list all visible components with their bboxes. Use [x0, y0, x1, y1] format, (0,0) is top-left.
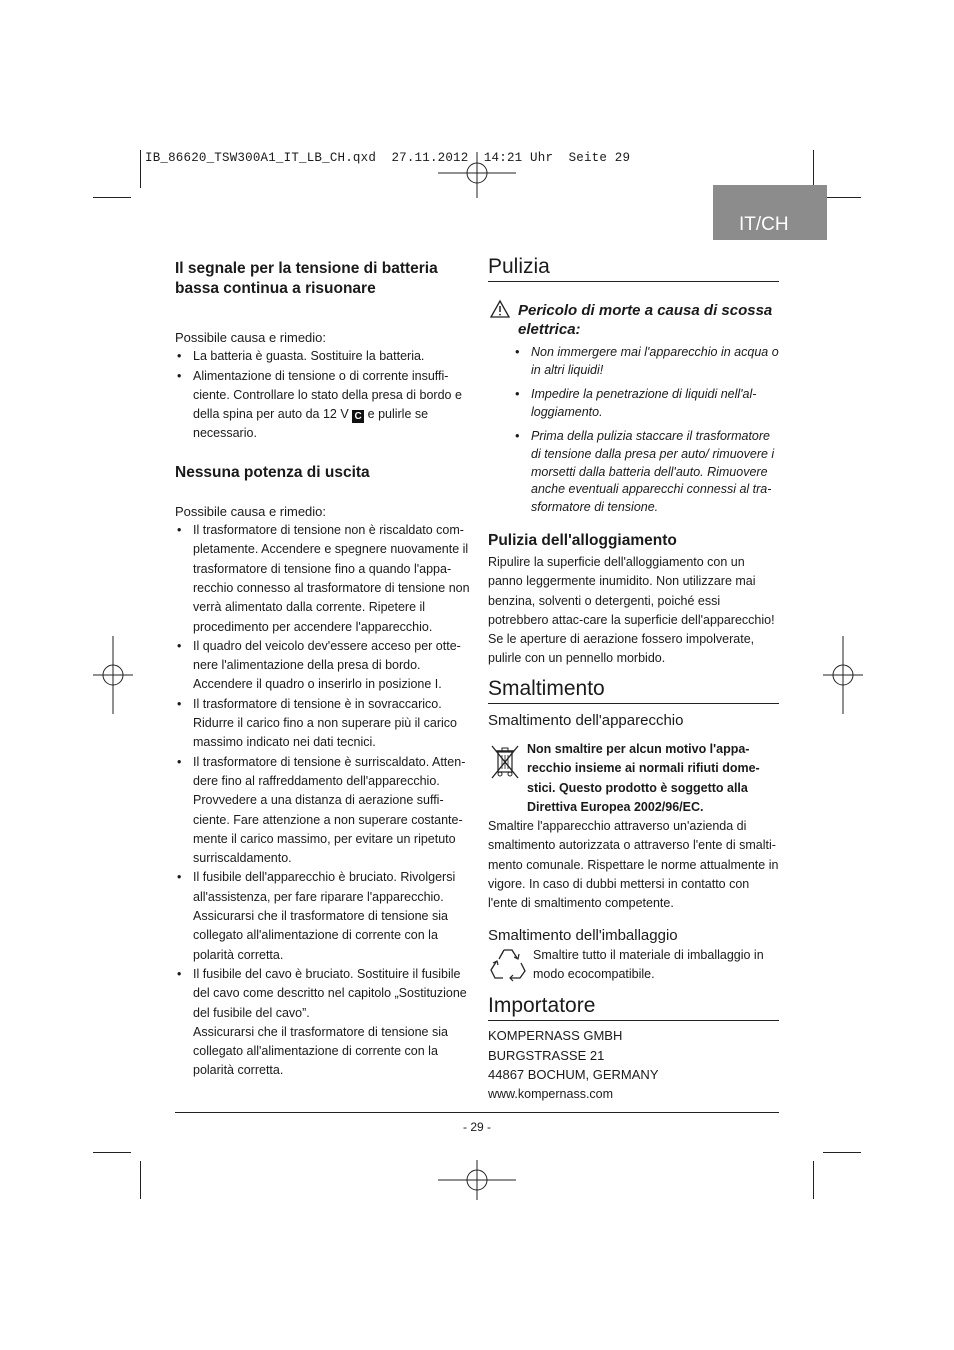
crop-mark: [140, 1161, 141, 1199]
divider: [488, 1020, 779, 1021]
page-number: - 29 -: [462, 1120, 491, 1134]
list-item: • Non immergere mai l'apparecchio in acqua o in altri liquidi!: [513, 344, 781, 379]
address-line: www.kompernass.com: [488, 1086, 614, 1101]
housing-text: Ripulire la superficie dell'alloggiamento con un panno leggermente inumidito. Non utilizzare mai benzina, solventi o detergenti, poiché essi potrebbero attac-care la superficie dell'apparecchio! Se le aperture di aerazione fossero impolverate, pulirle con un pennello morbido.: [488, 555, 775, 666]
cause-label: Possibile causa e rimedio:: [175, 503, 327, 519]
crop-mark: [140, 150, 141, 188]
cause-list: [175, 347, 475, 443]
warning-triangle-icon: [490, 300, 510, 318]
list-item: • Il fusibile dell'apparecchio è bruciato. Rivolgersi all'assistenza, per fare riparare l'apparecchio. Assicurarsi che il trasformatore di tensione sia collegato all'alimentazione di corrente con la polarità corretta.: [175, 868, 475, 964]
address-line: KOMPERNASS GMBH: [488, 1028, 623, 1043]
list-item: • Il quadro del veicolo dev'essere acceso per otte-nere l'alimentazione della presa di bordo. Accendere il quadro o inserirlo in posizione I.: [175, 637, 475, 695]
list-item: • Il trasformatore di tensione è surriscaldato. Atten-dere fino al raffreddamento dell'apparecchio. Provvedere a una distanza di aerazione suffi-ciente. Fare attenzione a non superare costante-mente il carico massimo, per evitare un ripetuto surriscaldamento.: [175, 753, 475, 869]
crossed-bin-icon: [490, 744, 520, 780]
address-line: 44867 BOCHUM, GERMANY: [488, 1067, 659, 1082]
c-icon: C: [352, 410, 364, 423]
divider: [488, 703, 779, 704]
heading-pulizia: Pulizia: [488, 255, 550, 278]
crop-mark: [93, 1152, 131, 1153]
crop-mark: [813, 1161, 814, 1199]
list-item-text: e pulirle se necessario.: [193, 407, 429, 441]
device-disposal-warning: Non smaltire per alcun motivo l'appa-recchio insieme ai normali rifiuti dome-stici. Questo prodotto è soggetto alla Direttiva Europea 2002/96/EC.: [527, 742, 760, 814]
registration-mark-icon: [438, 1160, 516, 1200]
crop-mark: [823, 197, 861, 198]
list-item: • Il trasformatore di tensione non è riscaldato com-pletamente. Accendere e spegnere nuovamente il trasformatore di tensione fino a quando l'appa-recchio connesso al trasformatore di tensione non verrà alimentato dalla corrente. Ripetere il procedimento per accendere l'apparecchio.: [175, 521, 475, 637]
device-disposal-text: Smaltire l'apparecchio attraverso un'azienda di smaltimento autorizzata o attraverso l'ente di smalti-mento comunale. Rispettare le norme attualmente in vigore. In caso di dubbi mettersi in contatto con l'ente di smaltimento competente.: [488, 819, 779, 911]
registration-mark-icon: [93, 636, 133, 714]
list-item: • Il trasformatore di tensione è in sovraccarico. Ridurre il carico fino a non superare più il carico massimo indicato nei dati tecnici.: [175, 695, 475, 753]
warning-list: [513, 344, 781, 516]
list-item: [175, 965, 475, 1081]
importer-address: [488, 1026, 659, 1104]
cause-list: [175, 521, 475, 1081]
list-item-text: Alimentazione di tensione o di corrente insuffi-ciente. Controllare lo stato della presa di bordo e della spina per auto da 12 V: [193, 368, 462, 422]
divider: [488, 281, 779, 282]
address-line: BURGSTRASSE 21: [488, 1047, 605, 1063]
list-item: • Impedire la penetrazione di liquidi nell'al-loggiamento.: [513, 386, 781, 421]
list-item-text: Il fusibile del cavo è bruciato. Sostituire il fusibile del cavo come descritto nel capitolo „Sostituzione del fusibile del cavo”.: [193, 966, 467, 1020]
footer-rule: [175, 1112, 779, 1113]
crop-mark: [823, 1152, 861, 1153]
warning-title: Pericolo di morte a causa di scossa elettrica:: [518, 302, 773, 338]
heading-device-disposal: Smaltimento dell'apparecchio: [488, 712, 684, 729]
cause-label: Possibile causa e rimedio:: [175, 330, 327, 345]
recycle-icon: [489, 946, 527, 982]
section-title-no-power: Nessuna potenza di uscita: [175, 463, 370, 481]
list-item: • La batteria è guasta. Sostituire la batteria.: [175, 347, 475, 366]
list-item-text: Assicurarsi che il trasformatore di tensione sia collegato all'alimentazione di corrente con la polarità corretta.: [193, 1024, 448, 1078]
list-item: [175, 367, 475, 444]
list-item: • Prima della pulizia staccare il trasformatore di tensione dalla presa per auto/ rimuovere i morsetti dalla batteria dell'auto. Rimuovere anche eventuali apparecchi connessi al tra-sformatore di tensione.: [513, 428, 781, 516]
heading-packaging-disposal: Smaltimento dell'imballaggio: [488, 927, 678, 944]
section-title-low-battery: Il segnale per la tensione di batteria bassa continua a risuonare: [175, 260, 438, 297]
packaging-text: Smaltire tutto il materiale di imballaggio in modo ecocompatibile.: [533, 948, 764, 982]
language-tab-label: IT/CH: [739, 214, 789, 235]
crop-mark: [93, 197, 131, 198]
left-column: [175, 259, 475, 1081]
registration-mark-icon: [823, 636, 863, 714]
language-tab: [713, 185, 827, 240]
heading-smaltimento: Smaltimento: [488, 677, 605, 700]
heading-housing-cleaning: Pulizia dell'alloggiamento: [488, 532, 677, 549]
file-slug: IB_86620_TSW300A1_IT_LB_CH.qxd 27.11.2012 14:21 Uhr Seite 29: [145, 151, 631, 165]
heading-importatore: Importatore: [488, 994, 596, 1017]
crop-mark: [813, 150, 814, 188]
